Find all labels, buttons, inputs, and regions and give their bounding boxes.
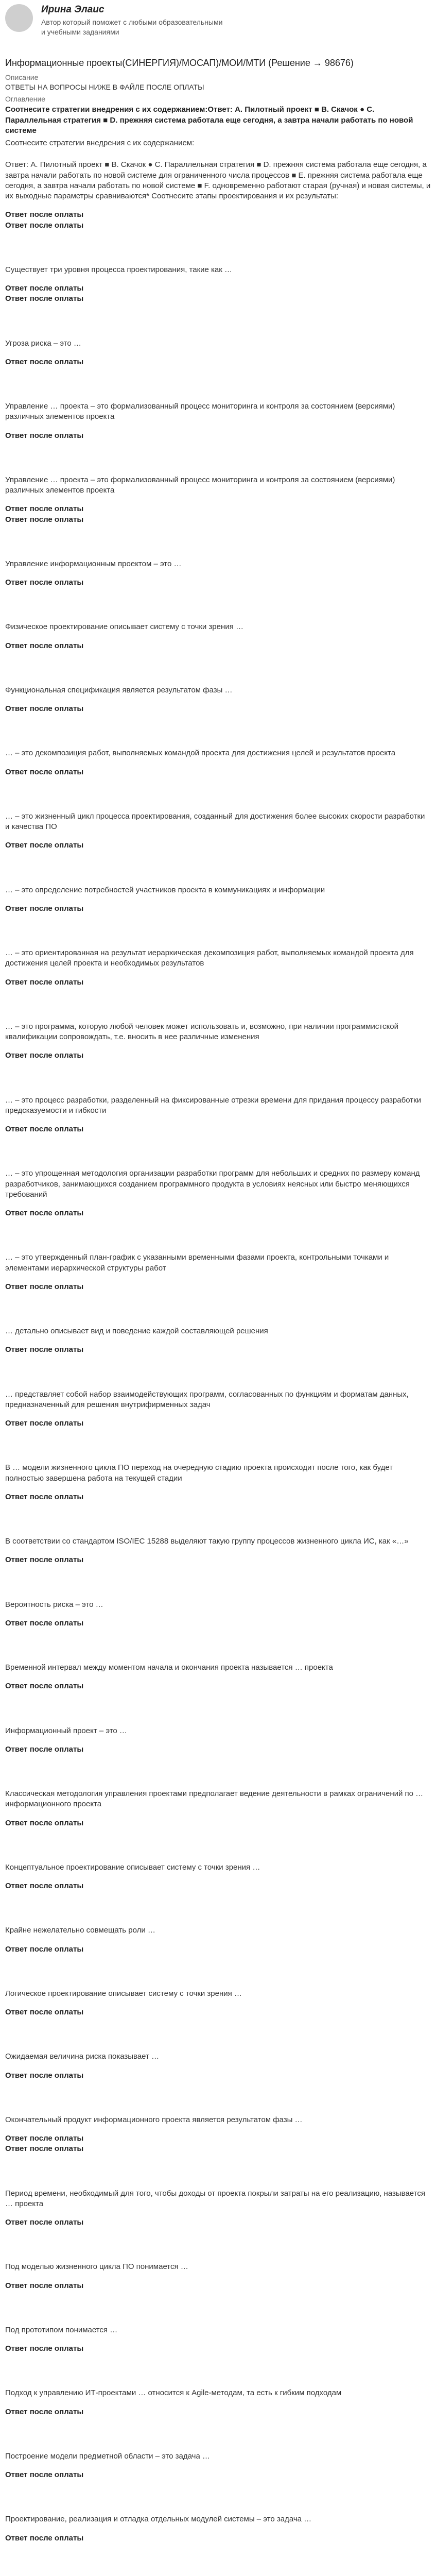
page-title: Информационные проекты(СИНЕРГИЯ)/МОСАП)/МОИ/МТИ (Решение → 98676) bbox=[5, 58, 354, 69]
question-item bbox=[5, 1588, 431, 1652]
question-text: Ответ: A. Пилотный проект ■ B. Скачок ● C. Параллельная стратегия ■ D. прежняя система работала еще сегодня, а завтра начали работать по новой системе для ограниченного числа процессов ■ E. прежняя система работала еще сегодня, а завтра начали работать по новой системе ■ F. одновременно работают старая (ручная) и новая системы, и их выходные параметры сравниваются* Соотнесите этапы проектирования и их результаты: bbox=[5, 160, 431, 201]
answer-after-payment: Ответ после оплаты bbox=[5, 2281, 84, 2290]
answer-after-payment: Ответ после оплаты bbox=[5, 221, 84, 230]
question-item bbox=[5, 1851, 431, 1914]
answer-after-payment: Ответ после оплаты bbox=[5, 2533, 84, 2543]
question-text: … – это процесс разработки, разделенный на фиксированные отрезки времени для придания процессу разработки предсказуемости и гибкости bbox=[5, 1095, 422, 1115]
description-value: ОТВЕТЫ НА ВОПРОСЫ НИЖЕ В ФАЙЛЕ ПОСЛЕ ОПЛАТЫ bbox=[5, 82, 204, 91]
question-text: … – это программа, которую любой человек может использовать и, возможно, при наличии программистской квалификации сопровождать, т.е. вносить в нее различные изменения bbox=[5, 1022, 399, 1042]
question-text: Физическое проектирование описывает систему с точки зрения … bbox=[5, 622, 243, 632]
question-gap bbox=[5, 1355, 431, 1378]
answer-after-payment: Ответ после оплаты bbox=[5, 1944, 84, 1954]
question-spacer bbox=[5, 2040, 431, 2052]
question-item bbox=[5, 1715, 431, 1778]
question-text: … – это утвержденный план-график с указанными временными фазами проекта, контрольными точками и элементами иерархической структуры работ bbox=[5, 1253, 389, 1273]
answer-after-payment: Ответ после оплаты bbox=[5, 1282, 84, 1291]
question-item bbox=[5, 611, 431, 674]
question-item bbox=[5, 2177, 431, 2251]
question-spacer bbox=[5, 1715, 431, 1726]
question-item bbox=[5, 1010, 431, 1084]
answer-after-payment: Ответ после оплаты bbox=[5, 210, 84, 219]
answer-after-payment: Ответ после оплаты bbox=[5, 504, 84, 514]
answer-after-payment: Ответ после оплаты bbox=[5, 578, 84, 587]
question-item bbox=[5, 548, 431, 611]
question-gap bbox=[5, 1566, 431, 1588]
question-gap bbox=[5, 1755, 431, 1777]
intro-text: Соотнесите стратегии внедрения с их содержанием: bbox=[5, 139, 195, 148]
question-text: Управление … проекта – это формализованный процесс мониторинга и контроля за состоянием (версиями) различных элементов проекта bbox=[5, 402, 395, 421]
question-spacer bbox=[5, 874, 431, 885]
question-text: Окончательный продукт информационного проекта является результатом фазы … bbox=[5, 2115, 303, 2124]
question-text: … – это упрощенная методология организации разработки программ для небольших и средних по размеру команд разработчиков, занимающихся созданием программного продукта в условиях неясных или быстро меняющихся требований bbox=[5, 1169, 420, 1199]
toc-heading[interactable]: Соотнесите стратегии внедрения с их содержанием:Ответ: A. Пилотный проект ■ B. Скачок ● C. Параллельная стратегия ■ D. прежняя система работала еще сегодня, а завтра начали работать по новой системе bbox=[5, 105, 413, 135]
answer-after-payment: Ответ после оплаты bbox=[5, 1492, 84, 1501]
question-gap bbox=[5, 714, 431, 737]
question-text: Логическое проектирование описывает систему с точки зрения … bbox=[5, 1989, 242, 1998]
question-text: Угроза риска – это … bbox=[5, 338, 81, 348]
question-spacer bbox=[5, 2377, 431, 2388]
question-gap bbox=[5, 2081, 431, 2104]
question-item bbox=[5, 1315, 431, 1378]
question-text: Ожидаемая величина риска показывает … bbox=[5, 2052, 160, 2061]
question-spacer bbox=[5, 1588, 431, 1600]
question-gap bbox=[5, 1828, 431, 1851]
question-item bbox=[5, 2377, 431, 2440]
answer-after-payment: Ответ после оплаты bbox=[5, 841, 84, 850]
question-item bbox=[5, 148, 431, 253]
author-name[interactable]: Ирина Элаис bbox=[41, 4, 104, 15]
question-gap bbox=[5, 1292, 431, 1315]
question-item bbox=[5, 937, 431, 1010]
question-gap bbox=[5, 1502, 431, 1525]
question-gap bbox=[5, 651, 431, 674]
question-item bbox=[5, 800, 431, 874]
question-gap bbox=[5, 525, 431, 548]
answer-after-payment: Ответ после оплаты bbox=[5, 704, 84, 714]
answer-after-payment: Ответ после оплаты bbox=[5, 641, 84, 650]
question-gap bbox=[5, 1891, 431, 1914]
question-spacer bbox=[5, 390, 431, 401]
answer-after-payment: Ответ после оплаты bbox=[5, 977, 84, 987]
question-item bbox=[5, 1378, 431, 1452]
answer-after-payment: Ответ после оплаты bbox=[5, 284, 84, 293]
answer-after-payment: Ответ после оплаты bbox=[5, 294, 84, 303]
answer-after-payment: Ответ после оплаты bbox=[5, 1051, 84, 1060]
question-spacer bbox=[5, 2250, 431, 2262]
question-spacer bbox=[5, 1241, 431, 1252]
question-text: Под моделью жизненного цикла ПО понимается … bbox=[5, 2262, 188, 2272]
question-spacer bbox=[5, 1977, 431, 1989]
question-spacer bbox=[5, 327, 431, 338]
answer-after-payment: Ответ после оплаты bbox=[5, 904, 84, 913]
question-gap bbox=[5, 1134, 431, 1157]
answer-after-payment: Ответ после оплаты bbox=[5, 357, 84, 366]
question-gap bbox=[5, 1955, 431, 1977]
answer-after-payment: Ответ после оплаты bbox=[5, 767, 84, 776]
question-spacer bbox=[5, 1651, 431, 1663]
answer-after-payment: Ответ после оплаты bbox=[5, 1209, 84, 1218]
question-spacer bbox=[5, 1378, 431, 1389]
question-text: Существует три уровня процесса проектирования, такие как … bbox=[5, 265, 233, 274]
question-item bbox=[5, 2440, 431, 2503]
question-text: Вероятность риска – это … bbox=[5, 1600, 103, 1609]
question-gap bbox=[5, 588, 431, 611]
question-gap bbox=[5, 2354, 431, 2377]
question-gap bbox=[5, 441, 431, 464]
questions-list bbox=[5, 148, 431, 2576]
answer-after-payment: Ответ после оплаты bbox=[5, 2071, 84, 2080]
question-gap bbox=[5, 367, 431, 390]
question-gap bbox=[5, 2291, 431, 2314]
question-spacer bbox=[5, 1315, 431, 1326]
question-item bbox=[5, 2314, 431, 2377]
question-item bbox=[5, 2104, 431, 2177]
answer-after-payment: Ответ после оплаты bbox=[5, 2144, 84, 2154]
question-gap bbox=[5, 1629, 431, 1651]
question-spacer bbox=[5, 800, 431, 811]
question-text: Функциональная спецификация является результатом фазы … bbox=[5, 685, 233, 694]
question-gap bbox=[5, 2417, 431, 2440]
question-text: … – это декомпозиция работ, выполняемых командой проекта для достижения целей и результатов проекта bbox=[5, 749, 396, 758]
answer-after-payment: Ответ после оплаты bbox=[5, 1882, 84, 1891]
question-item bbox=[5, 2503, 431, 2566]
question-gap bbox=[5, 914, 431, 937]
answer-after-payment: Ответ после оплаты bbox=[5, 2008, 84, 2017]
question-spacer bbox=[5, 253, 431, 265]
question-spacer bbox=[5, 1157, 431, 1168]
question-text: Проектирование, реализация и отладка отдельных модулей системы – это задача … bbox=[5, 2515, 312, 2524]
question-gap bbox=[5, 2155, 431, 2177]
question-spacer bbox=[5, 737, 431, 748]
question-item bbox=[5, 674, 431, 737]
toc-label: Оглавление bbox=[5, 94, 46, 103]
question-item bbox=[5, 253, 431, 327]
question-gap bbox=[5, 1692, 431, 1715]
question-gap bbox=[5, 1218, 431, 1241]
author-avatar[interactable] bbox=[5, 4, 33, 32]
question-gap bbox=[5, 777, 431, 800]
question-item bbox=[5, 1451, 431, 1525]
answer-after-payment: Ответ после оплаты bbox=[5, 1618, 84, 1628]
question-item bbox=[5, 2250, 431, 2314]
question-spacer bbox=[5, 464, 431, 475]
question-spacer bbox=[5, 1084, 431, 1095]
question-text: Информационный проект – это … bbox=[5, 1726, 127, 1735]
answer-after-payment: Ответ после оплаты bbox=[5, 2344, 84, 2353]
question-text: Период времени, необходимый для того, чтобы доходы от проекта покрыли затраты на его реализацию, называется … проекта bbox=[5, 2189, 425, 2208]
question-item bbox=[5, 1914, 431, 1977]
question-spacer bbox=[5, 1914, 431, 1925]
question-spacer bbox=[5, 2503, 431, 2514]
question-text: В соответствии со стандартом ISO/IEC 15288 выделяют такую группу процессов жизненного цикла ИС, как «…» bbox=[5, 1537, 409, 1546]
answer-after-payment: Ответ после оплаты bbox=[5, 1345, 84, 1354]
question-text: Построение модели предметной области – это задача … bbox=[5, 2451, 210, 2461]
question-text: Управление информационным проектом – это … bbox=[5, 559, 182, 568]
question-text: … – это определение потребностей участников проекта в коммуникациях и информации bbox=[5, 885, 325, 894]
question-gap bbox=[5, 2228, 431, 2250]
question-spacer bbox=[5, 2314, 431, 2325]
question-spacer bbox=[5, 1451, 431, 1463]
answer-after-payment: Ответ после оплаты bbox=[5, 1818, 84, 1827]
question-spacer bbox=[5, 1851, 431, 1862]
question-item bbox=[5, 1241, 431, 1315]
author-info bbox=[41, 3, 226, 37]
question-item bbox=[5, 464, 431, 548]
question-gap bbox=[5, 1429, 431, 1451]
question-gap bbox=[5, 304, 431, 327]
question-item bbox=[5, 2566, 431, 2576]
question-text: Классическая методология управления проектами предполагает ведение деятельности в рамках ограничений по … информационного проекта bbox=[5, 1789, 424, 1809]
question-gap bbox=[5, 988, 431, 1010]
question-text: Подход к управлению ИТ-проектами … относится к Agile-методам, та есть к гибким подходам bbox=[5, 2388, 342, 2398]
question-item bbox=[5, 1525, 431, 1588]
question-gap bbox=[5, 2544, 431, 2566]
question-item bbox=[5, 327, 431, 391]
question-gap bbox=[5, 2018, 431, 2040]
question-text: Концептуальное проектирование описывает систему с точки зрения … bbox=[5, 1862, 260, 1872]
question-text: В … модели жизненного цикла ПО переход на очередную стадию проекта происходит после того, как будет полностью завершена работа на текущей стадии bbox=[5, 1463, 393, 1483]
question-item bbox=[5, 1084, 431, 1158]
question-item bbox=[5, 1977, 431, 2041]
question-spacer bbox=[5, 674, 431, 685]
answer-after-payment: Ответ после оплаты bbox=[5, 1744, 84, 1754]
question-text: … детально описывает вид и поведение каждой составляющей решения bbox=[5, 1327, 268, 1336]
answer-after-payment: Ответ после оплаты bbox=[5, 1419, 84, 1428]
answer-after-payment: Ответ после оплаты bbox=[5, 1555, 84, 1565]
question-item bbox=[5, 390, 431, 464]
answer-after-payment: Ответ после оплаты bbox=[5, 2218, 84, 2227]
answer-after-payment: Ответ после оплаты bbox=[5, 431, 84, 440]
answer-after-payment: Ответ после оплаты bbox=[5, 2407, 84, 2416]
question-item bbox=[5, 1157, 431, 1241]
question-spacer bbox=[5, 1525, 431, 1536]
question-text: … представляет собой набор взаимодействующих программ, согласованных по функциям и форматам данных, предназначенный для решения внутрифирменных задач bbox=[5, 1389, 409, 1409]
question-spacer bbox=[5, 937, 431, 948]
question-text: … – это жизненный цикл процесса проектирования, созданный для достижения более высоких скорости разработки и качества ПО bbox=[5, 811, 425, 832]
question-item bbox=[5, 1777, 431, 1851]
question-text: Под прототипом понимается … bbox=[5, 2325, 118, 2334]
question-item bbox=[5, 1651, 431, 1715]
question-spacer bbox=[5, 2104, 431, 2115]
question-item bbox=[5, 2040, 431, 2104]
question-spacer bbox=[5, 2440, 431, 2451]
author-description: Автор который поможет с любыми образовательными и учебными заданиями bbox=[41, 18, 223, 36]
question-item bbox=[5, 874, 431, 937]
question-gap bbox=[5, 851, 431, 874]
answer-after-payment: Ответ после оплаты bbox=[5, 1682, 84, 1691]
question-text: Временной интервал между моментом начала и окончания проекта называется … проекта bbox=[5, 1663, 333, 1672]
question-text: Крайне нежелательно совмещать роли … bbox=[5, 1926, 155, 1935]
question-gap bbox=[5, 231, 431, 253]
question-text: … – это ориентированная на результат иерархическая декомпозиция работ, выполняемых командой проекта для достижения целей проекта и необходимых результатов bbox=[5, 948, 414, 968]
question-spacer bbox=[5, 2177, 431, 2189]
question-spacer bbox=[5, 148, 431, 160]
question-spacer bbox=[5, 1777, 431, 1789]
description-label: Описание bbox=[5, 73, 39, 81]
answer-after-payment: Ответ после оплаты bbox=[5, 2134, 84, 2143]
author-block bbox=[5, 3, 431, 37]
question-spacer bbox=[5, 2566, 431, 2576]
question-text: Управление … проекта – это формализованный процесс мониторинга и контроля за состоянием (версиями) различных элементов проекта bbox=[5, 475, 395, 495]
answer-after-payment: Ответ после оплаты bbox=[5, 1125, 84, 1134]
question-item bbox=[5, 737, 431, 800]
question-gap bbox=[5, 2480, 431, 2503]
answer-after-payment: Ответ после оплаты bbox=[5, 515, 84, 524]
question-spacer bbox=[5, 548, 431, 559]
question-spacer bbox=[5, 1010, 431, 1022]
question-gap bbox=[5, 1061, 431, 1084]
question-spacer bbox=[5, 611, 431, 622]
answer-after-payment: Ответ после оплаты bbox=[5, 2470, 84, 2480]
